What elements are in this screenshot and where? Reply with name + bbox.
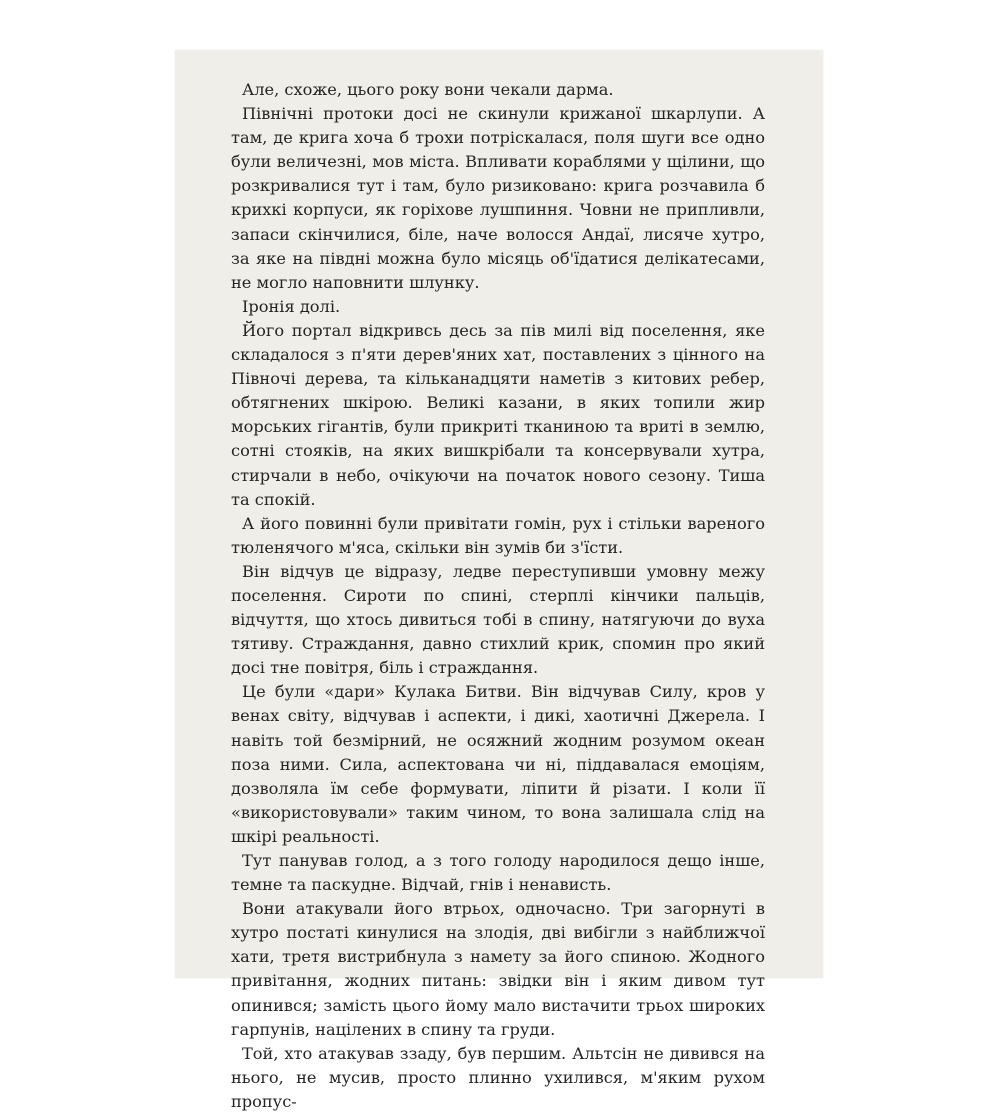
paragraph-7: Це були «дари» Кулака Битви. Він відчував Силу, кров у венах світу, відчував і аспекти, і дикі, хаотичні Джерела. І навіть той безмірний, не осяжний жодним розумом океан поза ними. Сила, аспектована чи ні, піддавалася емоціям, дозволяла їм себе формувати, ліпити й різати. І коли її «використовували» таким чином, то вона залишала слід на шкірі реальності. <box>231 682 765 846</box>
paragraph-10: Той, хто атакував ззаду, був першим. Альтсін не дивився на нього, не мусив, просто плинно ухилився, м'яким рухом пропус- <box>231 1043 765 1111</box>
book-page <box>175 50 823 1111</box>
paragraph-5: А його повинні були привітати гомін, рух і стільки вареного тюленячого м'яса, скільки він зумів би з'їсти. <box>231 513 765 557</box>
paragraph-1: Але, схоже, цього року вони чекали дарма. <box>242 80 614 99</box>
paragraph-6: Він відчув це відразу, ледве переступивши умовну межу поселення. Сироти по спині, стерплі кінчики пальців, відчуття, що хтось дивиться тобі в спину, натягуючи до вуха тятиву. Страждання, давно стихлий крик, спомин про який досі тне повітря, біль і страждання. <box>231 561 765 678</box>
page-text <box>231 78 765 1114</box>
paragraph-3: Іронія долі. <box>242 296 341 316</box>
paragraph-9: Вони атакували його втрьох, одночасно. Три загорнуті в хутро постаті кинулися на злодія, дві вибігли з найближчої хати, третя вистрибнула з намету за його спиною. Жодного привітання, жодних питань: звідки він і яким дивом тут опинився; замість цього йому мало вистачити трьох широких гарпунів, націлених в спину та груди. <box>231 899 765 1039</box>
paragraph-4: Його портал відкривсь десь за пів милі від поселення, яке складалося з п'яти дерев'яних хат, поставлених з цінного на Півночі дерева, та кільканадцяти наметів з китових ребер, обтягнених шкірою. Великі казани, в яких топили жир морських гігантів, були прикриті тканиною та вриті в землю, сотні стояків, на яких вишкрібали та консервували хутра, стирчали в небо, очікуючи на початок нового сезону. Тиша та спокій. <box>231 320 765 509</box>
paragraph-2: Північні протоки досі не скинули крижаної шкарлупи. А там, де крига хоча б трохи потріскалася, поля шуги все одно були величезні, мов міста. Впливати кораблями у щілини, що розкривалися тут і там, було ризиковано: крига розчавила б крихкі корпуси, як горіхове лушпиння. Човни не припливли, запаси скінчилися, біле, наче волосся Андаї, лисяче хутро, за яке на півдні можна було місяць об'їдатися делікатесами, не могло наповнити шлунку. <box>231 104 765 292</box>
paragraph-8: Тут панував голод, а з того голоду народилося дещо інше, темне та паскудне. Відчай, гнів і ненависть. <box>231 851 765 895</box>
